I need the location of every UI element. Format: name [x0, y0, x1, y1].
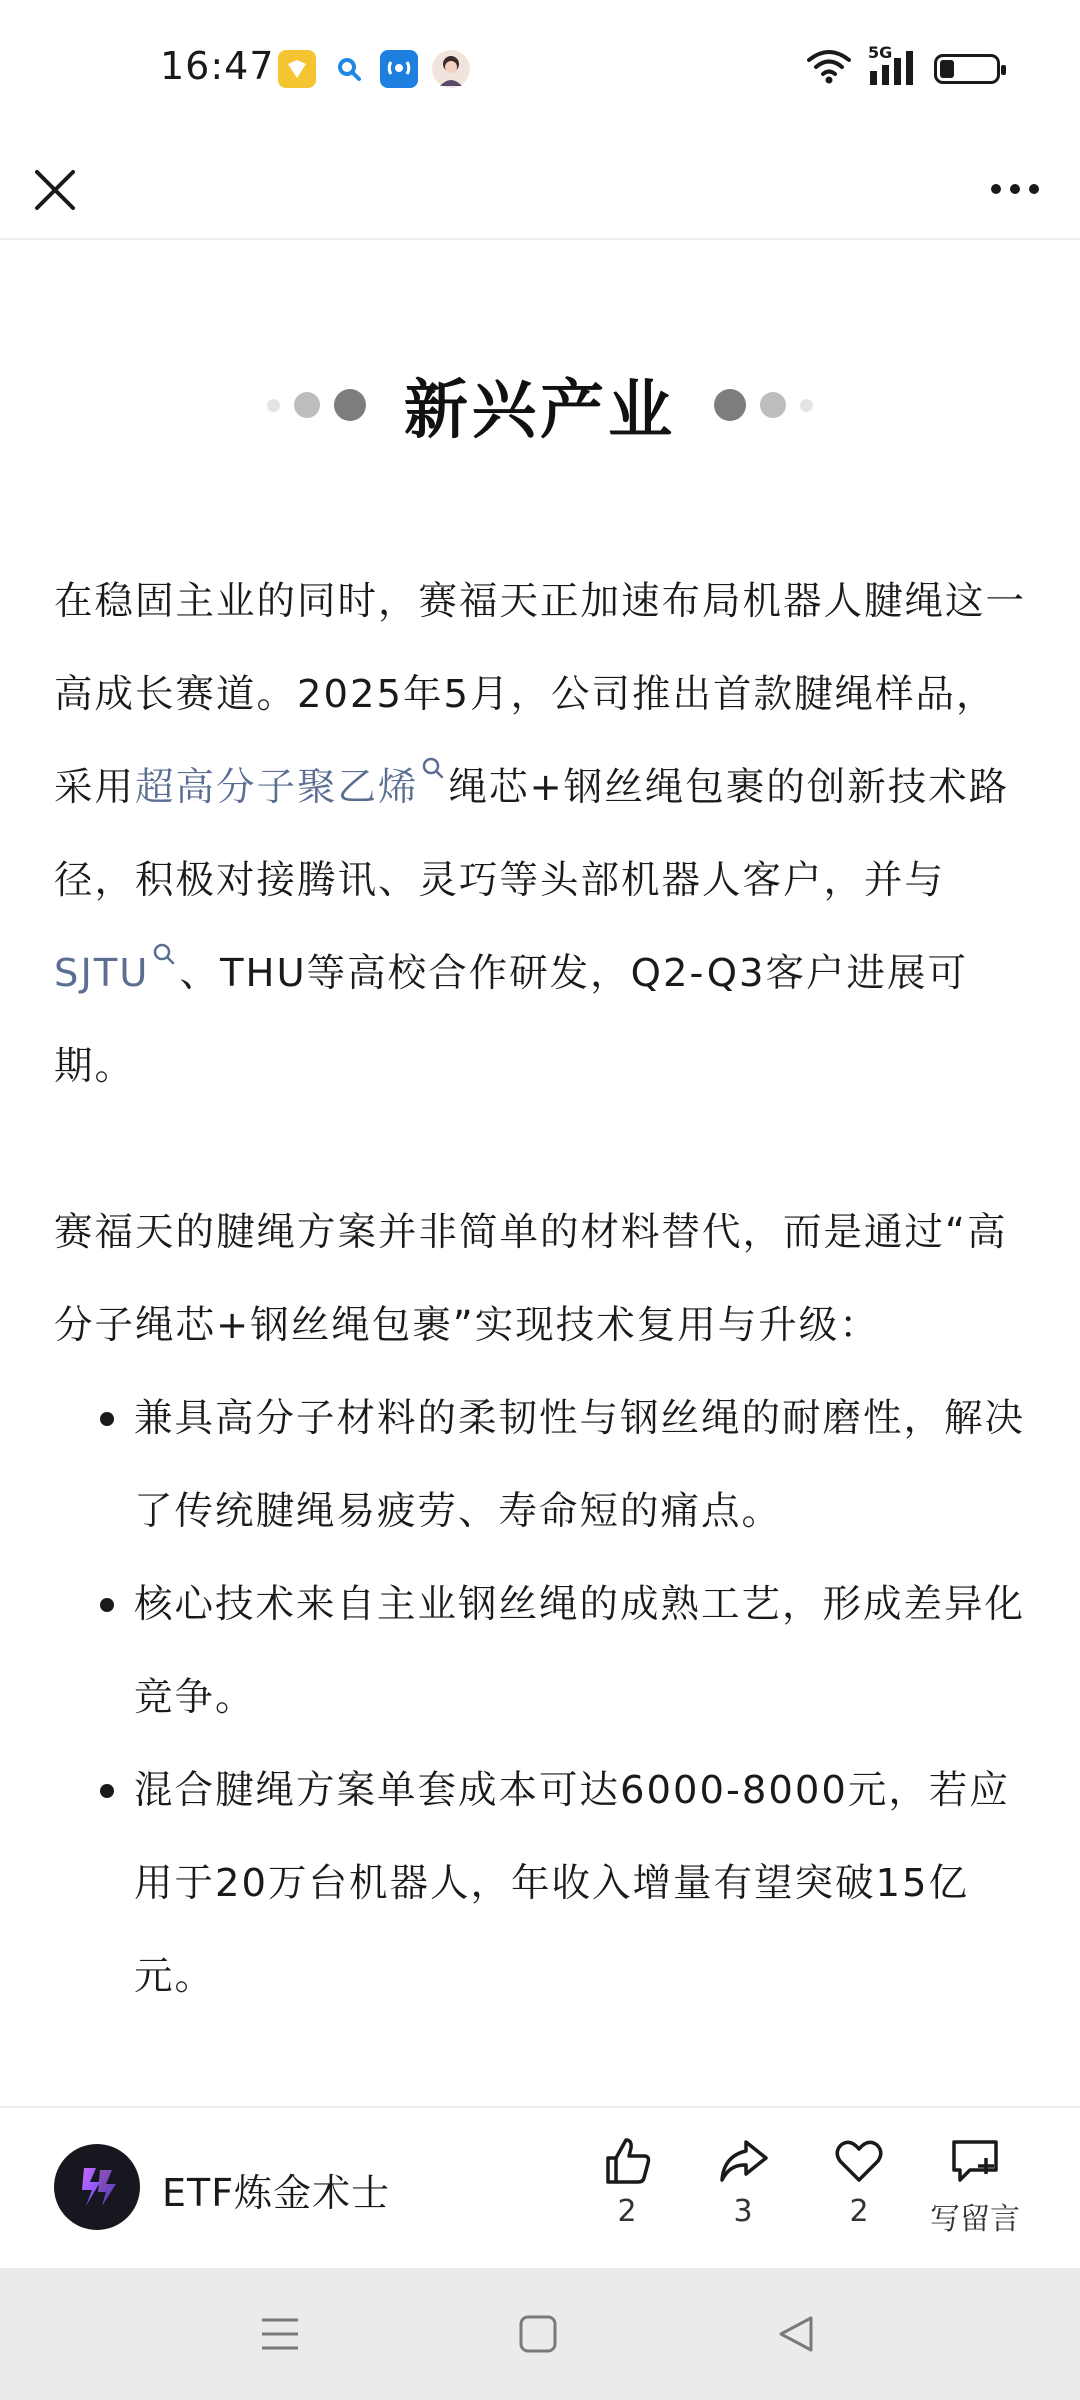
term-link[interactable]: SJTU	[54, 951, 150, 996]
battery-icon	[934, 54, 1000, 84]
comment-icon	[948, 2134, 1002, 2188]
paragraph-text: 绳芯+钢丝绳包裹的创新技术路径，积极对接腾讯、灵巧等头部机器人客户，并与	[54, 765, 1010, 903]
author-name[interactable]: ETF炼金术士	[162, 2171, 391, 2215]
heading-decoration-right	[714, 389, 813, 421]
home-icon	[518, 2314, 558, 2354]
thumbs-up-icon	[600, 2134, 654, 2188]
list-item: 混合腱绳方案单套成本可达6000-8000元，若应用于20万台机器人，年收入增量有望突破15亿元。	[54, 1744, 1026, 2023]
menu-icon	[260, 2316, 300, 2352]
cellular-signal-icon	[868, 43, 918, 89]
decor-dot	[334, 389, 366, 421]
decor-dot	[294, 392, 320, 418]
favorite-count: 2	[849, 2194, 869, 2229]
heart-icon	[832, 2134, 886, 2188]
article-paragraph	[54, 555, 1026, 1113]
back-button[interactable]	[766, 2304, 826, 2364]
list-item: 兼具高分子材料的柔韧性与钢丝绳的耐磨性，解决了传统腱绳易疲劳、寿命短的痛点。	[54, 1372, 1026, 1558]
favorite-button[interactable]	[804, 2134, 914, 2229]
heading-decoration-left	[267, 389, 366, 421]
decor-dot	[800, 399, 813, 412]
article-action-bar	[0, 2106, 1080, 2268]
paragraph-text: 在稳固主业的同时，赛福天正加速布局机器人腱绳这一高成长赛道。2025年5月，公司推出首款腱绳样品，采用	[54, 579, 1027, 810]
back-icon	[776, 2314, 816, 2354]
top-navigation-bar	[0, 140, 1080, 240]
app-notification-icon	[278, 50, 316, 88]
hotspot-app-icon	[380, 50, 418, 88]
search-icon[interactable]	[152, 942, 176, 972]
decor-dot	[267, 399, 280, 412]
status-bar	[0, 0, 1080, 140]
network-type: 5G	[868, 43, 893, 62]
like-count: 2	[617, 2194, 637, 2229]
search-app-icon	[330, 50, 368, 88]
author-avatar[interactable]	[54, 2144, 140, 2230]
section-title: 新兴产业	[404, 374, 676, 448]
avatar-app-icon	[432, 50, 470, 88]
more-icon	[990, 183, 1040, 195]
wifi-icon	[806, 48, 852, 90]
logo-icon	[70, 2160, 124, 2214]
share-count: 3	[733, 2194, 753, 2229]
paragraph-text: 、THU等高校合作研发，Q2-Q3客户进展可期。	[54, 951, 969, 1089]
home-button[interactable]	[508, 2304, 568, 2364]
bullet-list	[54, 1372, 1026, 2023]
decor-dot	[760, 392, 786, 418]
write-comment-button[interactable]	[920, 2134, 1030, 2238]
comment-label: 写留言	[930, 2202, 1020, 2237]
share-icon	[716, 2134, 770, 2188]
term-link[interactable]: 超高分子聚乙烯	[135, 765, 419, 810]
share-button[interactable]	[688, 2134, 798, 2229]
status-right-icons	[806, 43, 1000, 90]
more-options-button[interactable]	[980, 154, 1050, 224]
system-navigation-bar	[0, 2268, 1080, 2400]
article-paragraph: 赛福天的腱绳方案并非简单的材料替代，而是通过“高分子绳芯+钢丝绳包裹”实现技术复用与升级：	[54, 1210, 1008, 1348]
search-icon[interactable]	[421, 756, 445, 786]
close-icon	[34, 169, 76, 211]
battery-level	[940, 60, 954, 78]
list-item: 核心技术来自主业钢丝绳的成熟工艺，形成差异化竞争。	[54, 1558, 1026, 1744]
menu-button[interactable]	[250, 2304, 310, 2364]
section-heading	[0, 360, 1080, 450]
close-button[interactable]	[30, 150, 80, 230]
status-time: 16:47	[160, 44, 275, 88]
decor-dot	[714, 389, 746, 421]
like-button[interactable]	[572, 2134, 682, 2229]
